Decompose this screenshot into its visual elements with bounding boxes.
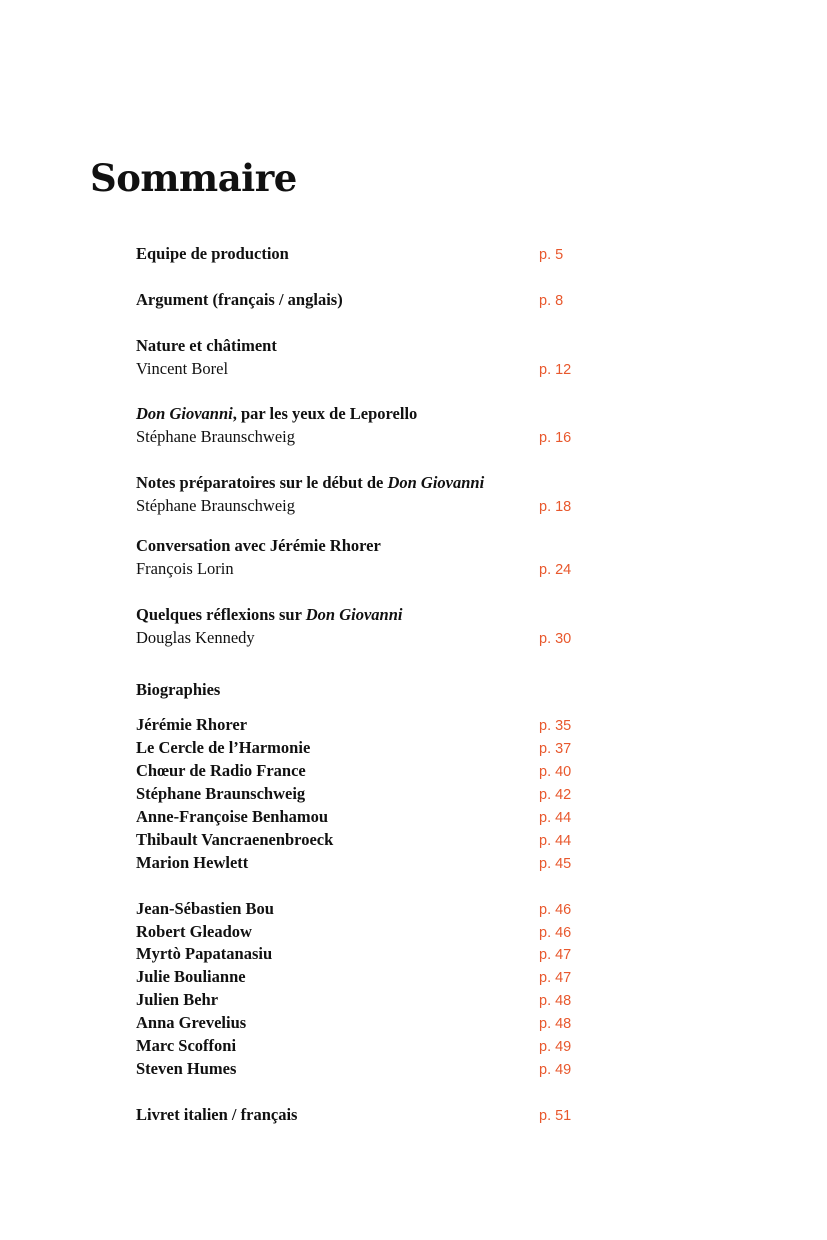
- bio-name: Stéphane Braunschweig: [136, 784, 306, 803]
- entry-title: Nature et châtiment: [136, 336, 277, 355]
- page-number: p. 48: [539, 1016, 572, 1032]
- bio-name: Julie Boulianne: [136, 967, 246, 986]
- bio-name: Marion Hewlett: [136, 853, 249, 872]
- page-number: p. 35: [539, 718, 572, 734]
- page-number: p. 49: [539, 1039, 572, 1055]
- page-number: p. 48: [539, 993, 572, 1009]
- entry-title: Conversation avec Jérémie Rhorer: [136, 536, 381, 555]
- page-number: p. 40: [539, 764, 572, 780]
- entry-title: Argument (français / anglais): [136, 290, 343, 309]
- page-number: p. 37: [539, 741, 572, 757]
- entry-title: Equipe de production: [136, 244, 289, 263]
- bio-name: Anne-Françoise Benhamou: [136, 807, 329, 826]
- page-number: p. 44: [539, 810, 572, 826]
- bio-name: Steven Humes: [136, 1059, 237, 1078]
- page-title: Sommaire: [90, 156, 297, 200]
- entry-title-italic: Don Giovanni: [387, 473, 485, 492]
- entry-author: François Lorin: [136, 559, 234, 578]
- entry-title-italic: Don Giovanni: [305, 605, 403, 624]
- biographies-heading: Biographies: [136, 680, 221, 699]
- bio-name: Robert Gleadow: [136, 922, 252, 941]
- entry-title-italic: Don Giovanni: [136, 404, 233, 423]
- bio-name: Myrtò Papatanasiu: [136, 944, 273, 963]
- page-number: p. 49: [539, 1062, 572, 1078]
- bio-name: Thibault Vancraenenbroeck: [136, 830, 334, 849]
- bio-name: Anna Grevelius: [136, 1013, 247, 1032]
- page-number: p. 46: [539, 925, 572, 941]
- page-number: p. 30: [539, 631, 572, 647]
- entry-author: Douglas Kennedy: [136, 628, 255, 647]
- entry-author: Stéphane Braunschweig: [136, 427, 295, 446]
- entry-title: [136, 473, 484, 493]
- page-number: p. 44: [539, 833, 572, 849]
- page-number: p. 45: [539, 856, 572, 872]
- bio-name: Chœur de Radio France: [136, 761, 306, 780]
- bio-name: Jérémie Rhorer: [136, 715, 248, 734]
- bio-name: Le Cercle de l’Harmonie: [136, 738, 311, 757]
- entry-title-main: Quelques réflexions sur: [136, 605, 306, 624]
- entry-title: [136, 605, 402, 625]
- page-number: p. 51: [539, 1108, 572, 1124]
- page-number: p. 12: [539, 362, 572, 378]
- page-number: p. 46: [539, 902, 572, 918]
- page-number: p. 16: [539, 430, 572, 446]
- page-number: p. 47: [539, 970, 572, 986]
- entry-title: Livret italien / français: [136, 1105, 298, 1124]
- bio-name: Jean-Sébastien Bou: [136, 899, 274, 918]
- entry-title-main: Notes préparatoires sur le début de: [136, 473, 388, 492]
- entry-title: [136, 404, 417, 424]
- page-number: p. 47: [539, 947, 572, 963]
- page-number: p. 8: [539, 293, 564, 309]
- page-number: p. 18: [539, 499, 572, 515]
- page-number: p. 24: [539, 562, 572, 578]
- page-number: p. 42: [539, 787, 572, 803]
- entry-author: Vincent Borel: [136, 359, 229, 378]
- entry-title-rest: , par les yeux de Leporello: [232, 404, 418, 423]
- page-number: p. 5: [539, 247, 564, 263]
- bio-name: Julien Behr: [136, 990, 219, 1009]
- entry-author: Stéphane Braunschweig: [136, 496, 295, 515]
- bio-name: Marc Scoffoni: [136, 1036, 237, 1055]
